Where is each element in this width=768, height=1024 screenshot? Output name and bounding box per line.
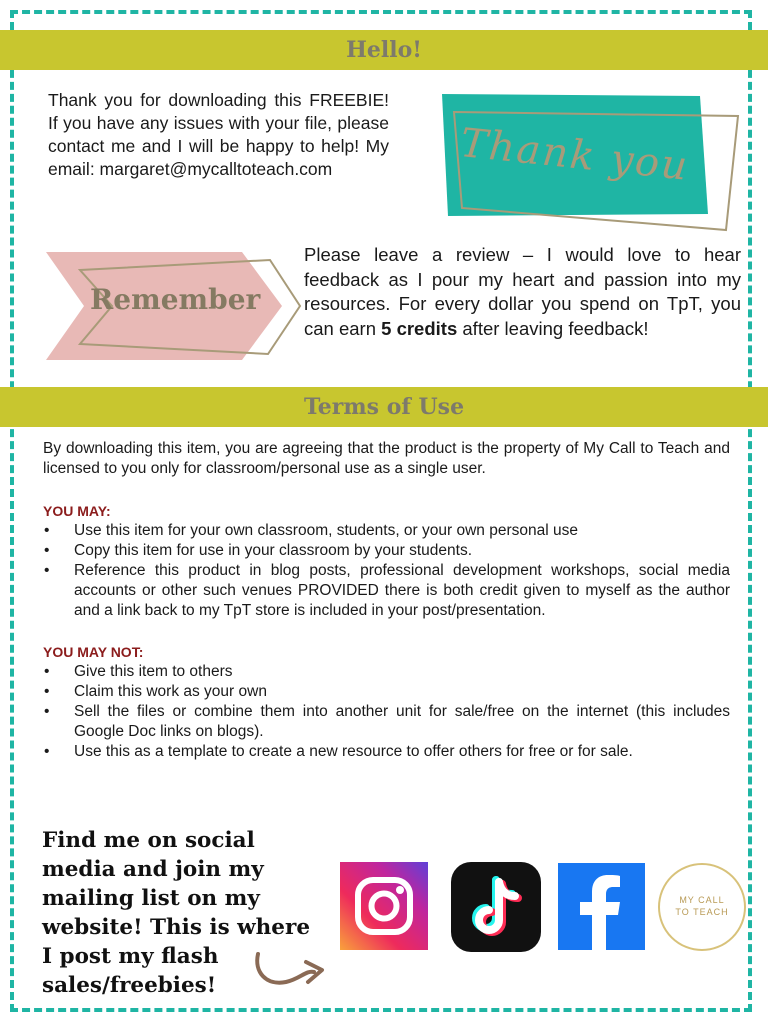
hello-banner	[0, 30, 768, 70]
review-credits: 5 credits	[381, 317, 458, 339]
thank-you-text: Thank you	[458, 120, 692, 190]
you-may-not-heading: YOU MAY NOT:	[43, 644, 144, 660]
tiktok-icon[interactable]	[451, 862, 541, 952]
review-text-end: after leaving feedback!	[457, 317, 649, 339]
intro-paragraph: Thank you for downloading this FREEBIE! If you have any issues with your file, please contact me and I will be happy to help! My email: margaret@mycalltoteach.com	[48, 90, 389, 179]
social-media-text: Find me on social media and join my mailing list on my website! This is where I post my flash sales/freebies!	[42, 828, 310, 998]
terms-intro: By downloading this item, you are agreeing that the product is the property of My Call to Teach and licensed to you only for classroom/personal use as a single user.	[43, 440, 730, 477]
list-item: • Claim this work as your own	[43, 682, 730, 702]
instagram-icon[interactable]	[340, 862, 428, 950]
remember-graphic	[46, 248, 302, 362]
review-text-start: Please leave a review – I would love to hear feedback as I pour my heart and passion into my resources. For every dollar you spend on TpT, you can earn	[304, 244, 741, 339]
curly-arrow-icon	[250, 948, 330, 998]
review-paragraph	[304, 243, 741, 341]
remember-text: Remember	[90, 283, 261, 316]
list-item: • Use this as a template to create a new resource to offer others for free or for sale.	[43, 742, 730, 762]
you-may-heading: YOU MAY:	[43, 503, 111, 519]
hello-title: Hello!	[346, 37, 422, 63]
facebook-icon[interactable]	[558, 863, 645, 950]
my-call-to-teach-logo[interactable]	[657, 862, 747, 952]
logo-text-line-1: MY CALL	[679, 895, 725, 905]
logo-text-line-2: TO TEACH	[675, 907, 729, 917]
list-item: • Reference this product in blog posts, professional development workshops, social media accounts or other such venues PROVIDED there is both credit given to myself as the author and a link back to my TpT store is included in your post/presentation.	[43, 561, 730, 621]
list-item: • Copy this item for use in your classroom by your students.	[43, 541, 730, 561]
list-item: • Give this item to others	[43, 662, 730, 682]
list-item: • Use this item for your own classroom, students, or your own personal use	[43, 521, 730, 541]
thank-you-graphic	[438, 90, 742, 232]
terms-title: Terms of Use	[303, 394, 465, 420]
terms-banner	[0, 387, 768, 427]
terms-section	[43, 439, 730, 762]
list-item: • Sell the files or combine them into another unit for sale/free on the internet (this includes Google Doc links on blogs).	[43, 702, 730, 742]
you-may-not-list	[43, 662, 730, 762]
you-may-list	[43, 521, 730, 621]
